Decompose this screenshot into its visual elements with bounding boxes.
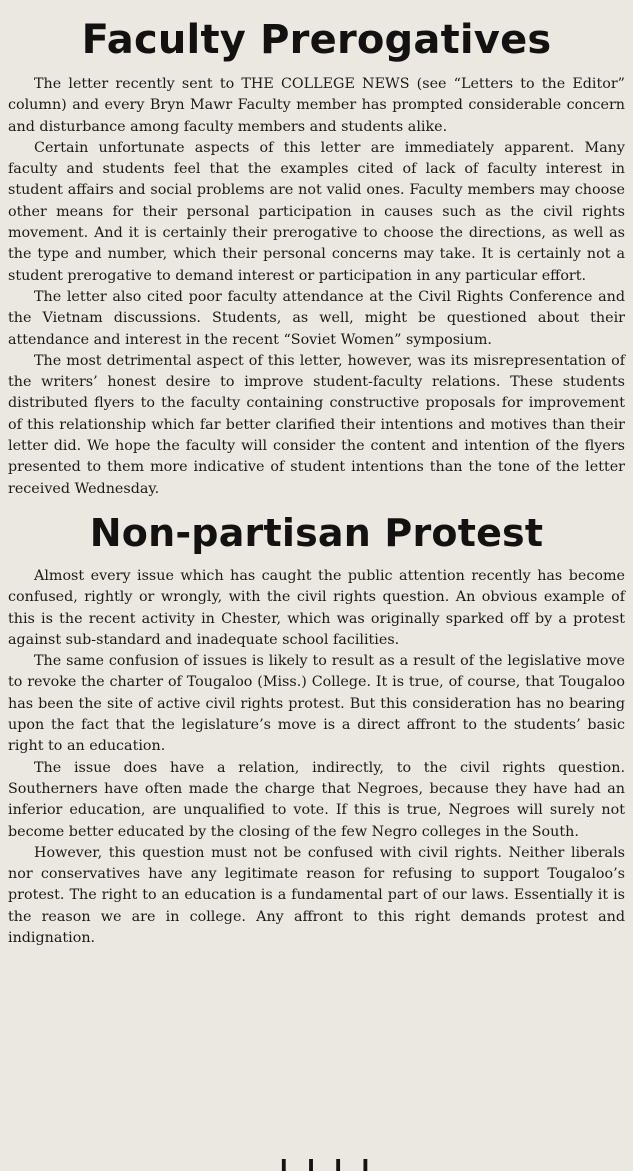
editorial-non-partisan-protest (0, 566, 633, 949)
cropped-next-headline (0, 1152, 633, 1171)
headline-non-partisan-protest: Non-partisan Protest (89, 510, 544, 555)
paragraph: The issue does have a relation, indirectly, to the civil rights question. Southerners have often made the charge that Negroes, because they have had an inferior education, are unqualified to vote. If this is true, Negroes will surely not become better educated by the closing of the few Negro colleges in the South. (8, 759, 625, 840)
headline-faculty-prerogatives: Faculty Prerogatives (81, 17, 552, 63)
editorial-faculty-prerogatives (0, 74, 633, 500)
paragraph: However, this question must not be confused with civil rights. Neither liberals nor conservatives have any legitimate reason for refusing to support Tougaloo’s protest. The right to an education is a fundamental part of our laws. Essentially it is the reason we are in college. Any affront to this right demands protest and indignation. (8, 844, 625, 946)
paragraph: The same confusion of issues is likely to result as a result of the legislative move to revoke the charter of Tougaloo (Miss.) College. It is true, of course, that Tougaloo has been the site of active civil rights protest. But this consideration has no bearing upon the fact that the legislature’s move is a direct affront to the students’ basic right to an education. (8, 653, 625, 755)
paragraph: Almost every issue which has caught the public attention recently has become confused, rightly or wrongly, with the civil rights question. An obvious example of this is the recent activity in Chester, which was originally sparked off by a protest against sub-standard and inadequate school facilities. (8, 567, 625, 648)
paragraph: The letter also cited poor faculty attendance at the Civil Rights Conference and the Vietnam discussions. Students, as well, might be questioned about their attendance and interest in the recent “Soviet Women” symposium. (8, 288, 625, 348)
cropped-headline-fragment: ı ı ı ı (280, 1152, 376, 1171)
paragraph: The letter recently sent to THE COLLEGE NEWS (see “Letters to the Editor” column) and every Bryn Mawr Faculty member has prompted considerable concern and disturbance among faculty members and students alike. (8, 76, 625, 135)
paragraph: Certain unfortunate aspects of this letter are immediately apparent. Many faculty and students feel that the examples cited of lack of faculty interest in student affairs and social problems are not valid ones. Faculty members may choose other means for their personal participation in causes such as the civil rights movement. And it is certainly their prerogative to choose the directions, as well as the type and number, which their personal concerns may take. It is certainly not a student prerogative to demand interest or participation in any particular effort. (8, 139, 625, 284)
paragraph: The most detrimental aspect of this letter, however, was its misrepresentation of the writers’ honest desire to improve student-faculty relations. These students distributed flyers to the faculty containing constructive proposals for improvement of this relationship which far better clarified their intentions and motives than their letter did. We hope the faculty will consider the content and intention of the flyers presented to them more indicative of student intentions than the tone of the letter received Wednesday. (8, 352, 625, 497)
